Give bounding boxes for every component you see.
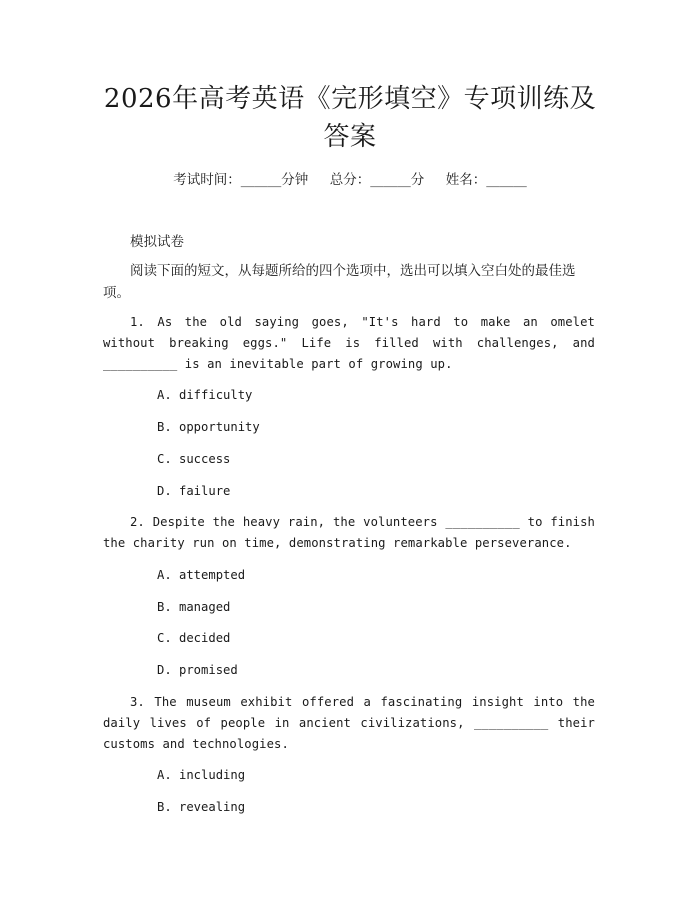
question-3-option-b: B. revealing [157,800,246,814]
question-1-option-c: C. success [157,452,231,466]
question-3-text: 3. The museum exhibit offered a fascinating insight into the daily lives of people in ancient civilizations, __________ their customs and technologies. [103,695,595,751]
question-2-option-d: D. promised [157,663,238,677]
question-1-text: 1. As the old saying goes, "It's hard to make an omelet without breaking eggs." Life is filled with challenges, and __________ is an inevitable part of growing up. [103,315,595,371]
question-2-option-c: C. decided [157,631,231,645]
question-3-option-a: A. including [157,768,246,782]
question-1-option-a: A. difficulty [157,388,253,402]
exam-info-line: 考试时间：______分钟 总分：______分 姓名：______ [173,172,527,188]
question-1-option-b: B. opportunity [157,420,260,434]
document-title: 2026年高考英语《完形填空》专项训练及答案 [103,84,597,152]
question-2-text: 2. Despite the heavy rain, the volunteers __________ to finish the charity run on time, demonstrating remarkable perseverance. [103,515,595,550]
question-2-option-b: B. managed [157,600,231,614]
question-1-option-d: D. failure [157,484,231,498]
section-label: 模拟试卷 [130,234,184,250]
instructions-paragraph: 阅读下面的短文，从每题所给的四个选项中，选出可以填入空白处的最佳选项。 [103,263,576,301]
question-2-option-a: A. attempted [157,568,246,582]
